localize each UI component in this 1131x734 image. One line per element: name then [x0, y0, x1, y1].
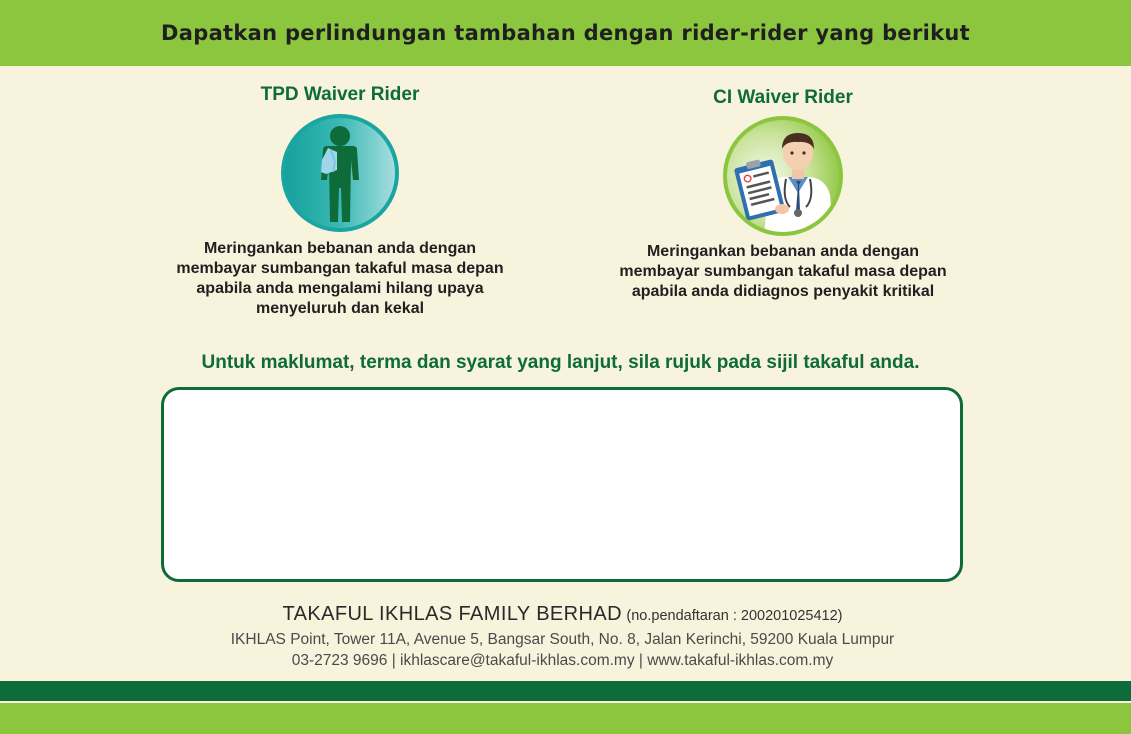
company-name: TAKAFUL IKHLAS FAMILY BERHAD — [282, 603, 622, 625]
company-heading — [0, 603, 1125, 626]
rider-title: CI Waiver Rider — [713, 87, 853, 108]
company-registration: (no.pendaftaran : 200201025412) — [626, 608, 843, 624]
terms-notice: Untuk maklumat, terma dan syarat yang lanjut, sila rujuk pada sijil takaful anda. — [201, 352, 920, 373]
injured-person-icon — [279, 112, 401, 234]
company-info — [0, 603, 1125, 670]
page-title: Dapatkan perlindungan tambahan dengan rider-rider yang berikut — [161, 21, 970, 45]
footer-band-dark — [0, 681, 1131, 701]
rider-description: Meringankan bebanan anda dengan membayar sumbangan takaful masa depan apabila anda mengalami hilang upaya menyeluruh dan kekal — [176, 240, 504, 317]
content-box — [161, 387, 963, 582]
rider-tpd — [160, 84, 520, 319]
rider-description: Meringankan bebanan anda dengan membayar sumbangan takaful masa depan apabila anda didiagnos penyakit kritikal — [619, 243, 947, 300]
rider-title: TPD Waiver Rider — [260, 84, 420, 105]
doctor-clipboard-icon — [722, 115, 844, 237]
company-contact: 03-2723 9696 | ikhlascare@takaful-ikhlas.com.my | www.takaful-ikhlas.com.my — [291, 652, 834, 669]
company-address: IKHLAS Point, Tower 11A, Avenue 5, Bangsar South, No. 8, Jalan Kerinchi, 59200 Kuala Lumpur — [230, 631, 895, 648]
header-band — [0, 0, 1131, 66]
footer-band-light — [0, 703, 1131, 734]
rider-ci — [600, 87, 966, 302]
